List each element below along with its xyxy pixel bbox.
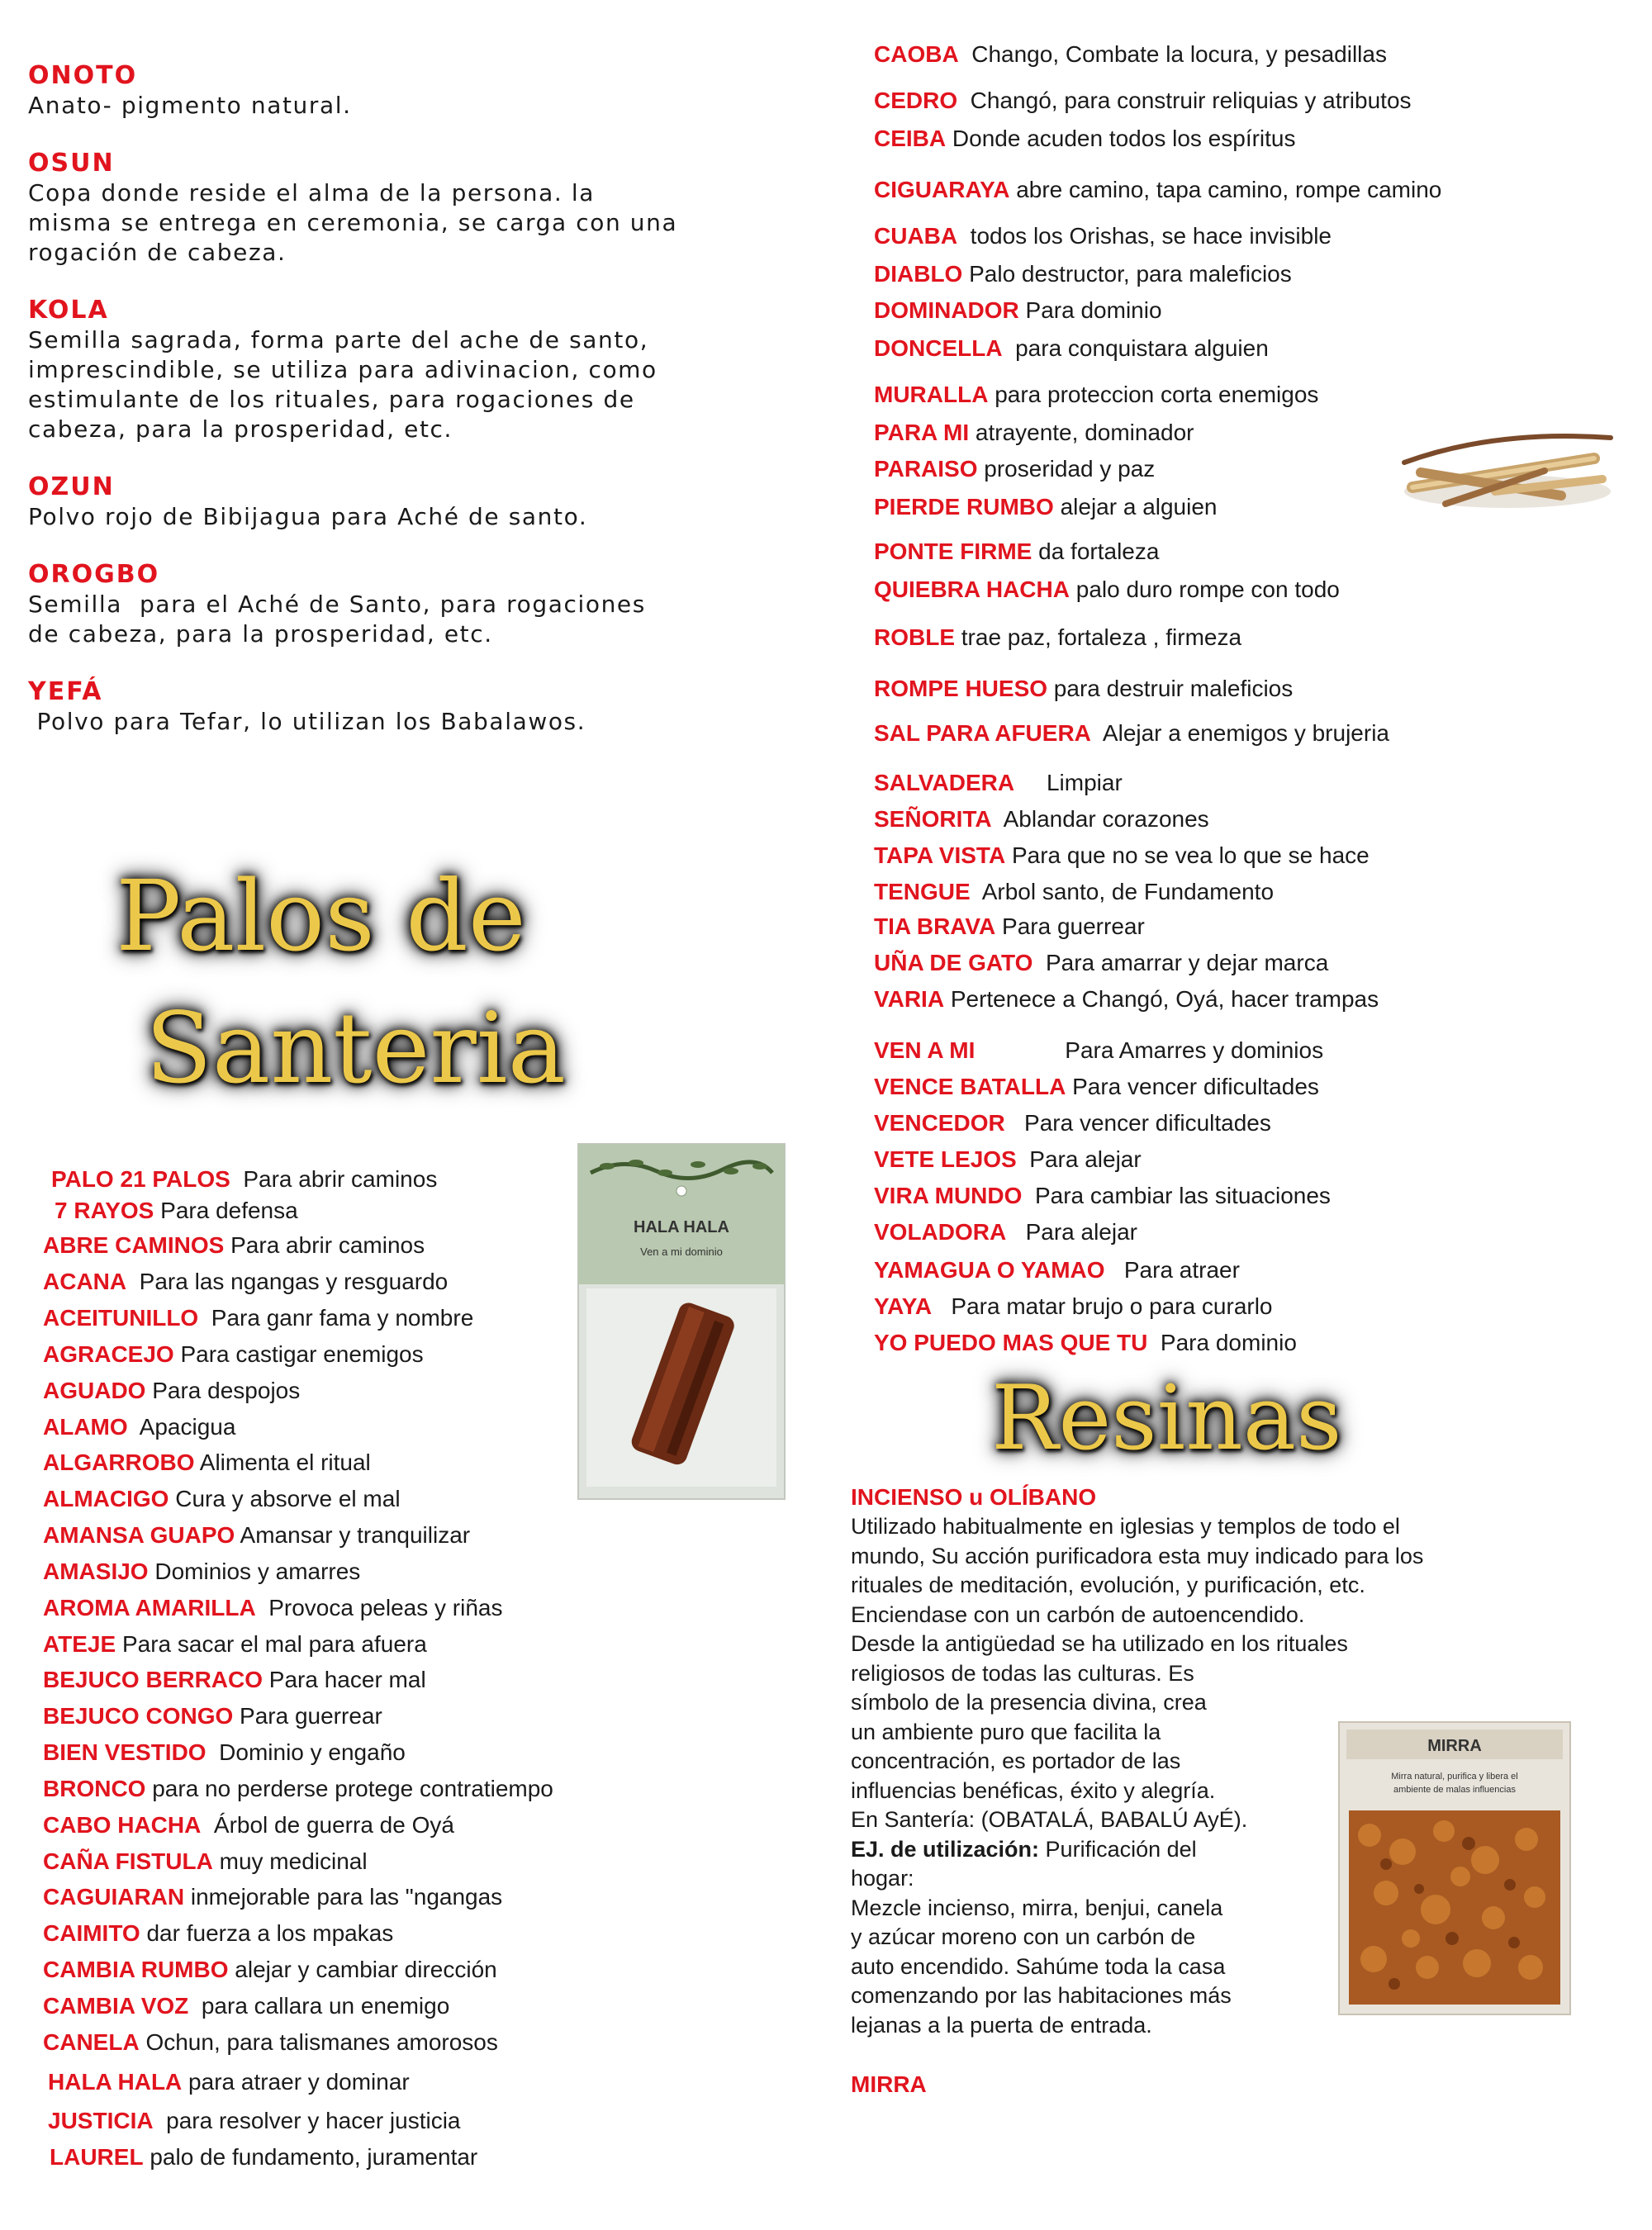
item-term: PARAISO <box>874 456 978 482</box>
item-term: BEJUCO CONGO <box>43 1703 234 1729</box>
text-line: lejanas a la puerta de entrada. <box>851 2012 1152 2038</box>
glossary-term: OROGBO <box>28 560 160 589</box>
item-description: para destruir maleficios <box>1047 676 1294 701</box>
item-term: VEN A MI <box>874 1037 976 1063</box>
list-item <box>874 1292 1273 1321</box>
item-term: ROMPE HUESO <box>874 676 1048 701</box>
item-description: dar fuerza a los mpakas <box>140 1920 394 1946</box>
item-description: Dominios y amarres <box>148 1559 361 1584</box>
text-line: concentración, es portador de las <box>851 1748 1181 1773</box>
item-term: CANELA <box>43 2029 140 2055</box>
list-item <box>43 1303 473 1333</box>
item-term: VOLADORA <box>874 1219 1007 1245</box>
item-description: Donde acuden todos los espíritus <box>946 126 1296 151</box>
list-item <box>43 1231 425 1260</box>
list-item <box>43 1448 371 1478</box>
item-description: Árbol de guerra de Oyá <box>201 1812 454 1838</box>
list-item <box>43 1630 427 1659</box>
item-description: abre camino, tapa camino, rompe camino <box>1009 177 1442 202</box>
list-item <box>874 674 1293 704</box>
list-item <box>43 1267 448 1297</box>
list-item <box>43 1991 449 2021</box>
item-description: Para alejar <box>1016 1146 1142 1172</box>
item-term: BIEN VESTIDO <box>43 1739 206 1765</box>
item-term: PONTE FIRME <box>874 539 1032 564</box>
item-description: Para guerrear <box>233 1703 382 1729</box>
item-term: BEJUCO BERRACO <box>43 1667 263 1692</box>
list-item <box>43 1376 300 1406</box>
item-term: AMANSA GUAPO <box>43 1522 235 1548</box>
item-term: ROBLE <box>874 624 955 650</box>
glossary-entry <box>28 61 771 121</box>
list-item <box>874 768 1123 798</box>
glossary-entry <box>28 677 771 737</box>
list-item <box>874 948 1328 978</box>
item-term: CIGUARAYA <box>874 177 1010 202</box>
item-description: palo de fundamento, juramentar <box>143 2144 478 2170</box>
item-description: Para amarrar y dejar marca <box>1032 950 1329 975</box>
item-description: para resolver y hacer justicia <box>153 2108 461 2133</box>
item-term: BRONCO <box>43 1776 146 1801</box>
item-term: CAMBIA VOZ <box>43 1993 189 2019</box>
item-description: Changó, para construir reliquias y atributos <box>957 88 1412 113</box>
item-description: para proteccion corta enemigos <box>988 382 1319 407</box>
list-item <box>43 1412 235 1442</box>
item-term: ACEITUNILLO <box>43 1305 199 1331</box>
glossary-term: KOLA <box>28 296 109 325</box>
item-description: Para despojos <box>145 1378 301 1403</box>
text-line: hogar: <box>851 1866 914 1891</box>
item-description: Para sacar el mal para afuera <box>116 1631 427 1657</box>
glossary-definition: Polvo para Tefar, lo utilizan los Babalawos. <box>28 708 586 735</box>
list-item <box>874 86 1412 116</box>
list-item <box>874 221 1332 251</box>
item-description: inmejorable para las "ngangas <box>184 1884 503 1910</box>
resinas-title: Resinas <box>991 1367 1342 1470</box>
item-description: Para dominio <box>1147 1330 1297 1355</box>
item-description: Alimenta el ritual <box>194 1450 371 1475</box>
list-item <box>43 2028 498 2057</box>
mirra-product-image <box>1336 1720 1573 2017</box>
item-description: todos los Orishas, se hace invisible <box>957 223 1332 249</box>
item-description: para no perderse protege contratiempo <box>145 1776 553 1801</box>
item-description: Cura y absorve el mal <box>169 1486 401 1511</box>
glossary-entry <box>28 472 771 532</box>
item-description: Para Amarres y dominios <box>975 1037 1324 1063</box>
list-item <box>43 1847 368 1877</box>
mirra-sublabel-2: ambiente de malas influencias <box>1393 1785 1516 1795</box>
list-item <box>874 804 1209 834</box>
item-description: Amansar y tranquilizar <box>235 1522 471 1548</box>
item-description: da fortaleza <box>1032 539 1160 564</box>
item-term: CAMBIA RUMBO <box>43 1957 229 1982</box>
item-term: ALAMO <box>43 1414 128 1440</box>
item-description: Limpiar <box>1014 770 1123 795</box>
item-term: PIERDE RUMBO <box>874 494 1054 520</box>
item-description: Arbol santo, de Fundamento <box>970 879 1275 904</box>
item-term: TAPA VISTA <box>874 842 1006 868</box>
item-description: Ablandar corazones <box>991 806 1209 832</box>
item-term: ALMACIGO <box>43 1486 169 1511</box>
incienso-term: INCIENSO u OLÍBANO <box>851 1484 1097 1510</box>
list-item <box>43 1593 502 1623</box>
item-term: AMASIJO <box>43 1559 149 1584</box>
text-line: En Santería: (OBATALÁ, BABALÚ AyÉ). <box>851 1807 1248 1832</box>
text-line: Mezcle incienso, mirra, benjui, canela <box>851 1895 1223 1920</box>
list-item <box>43 1521 470 1550</box>
item-term: VENCEDOR <box>874 1110 1005 1136</box>
glossary-definition: Anato- pigmento natural. <box>28 92 352 119</box>
item-term: ALGARROBO <box>43 1450 195 1475</box>
item-term: CEDRO <box>874 88 958 113</box>
list-item <box>874 380 1318 410</box>
glossary-definition: Copa donde reside el alma de la persona. la misma se entrega en ceremonia, se carga con una rogación de cabeza. <box>28 179 678 266</box>
list-item <box>43 1810 454 1840</box>
item-description: Para cambiar las situaciones <box>1022 1183 1331 1208</box>
list-item <box>874 1145 1142 1174</box>
list-item <box>874 575 1340 605</box>
item-term: AGRACEJO <box>43 1341 174 1367</box>
text-line: símbolo de la presencia divina, crea <box>851 1690 1207 1715</box>
palos-list-right <box>874 40 1617 1361</box>
item-description: atrayente, dominador <box>969 420 1194 445</box>
item-description: Para vencer dificultades <box>1066 1074 1319 1099</box>
item-term: CUABA <box>874 223 958 249</box>
item-term: CAOBA <box>874 41 959 67</box>
text-line: y azúcar moreno con un carbón de <box>851 1924 1196 1949</box>
item-term: JUSTICIA <box>48 2108 154 2133</box>
item-term: CABO HACHA <box>43 1812 202 1838</box>
list-item <box>48 2067 410 2097</box>
glossary-term: YEFÁ <box>28 677 103 706</box>
text-line: influencias benéficas, éxito y alegría. <box>851 1777 1216 1803</box>
list-item <box>874 296 1162 325</box>
hala-hala-label: HALA HALA <box>634 1218 729 1236</box>
item-description: Ochun, para talismanes amorosos <box>139 2029 498 2055</box>
item-term: YAYA <box>874 1293 933 1319</box>
list-item <box>874 912 1145 942</box>
item-description: Palo destructor, para maleficios <box>962 261 1292 287</box>
list-item <box>874 1108 1271 1138</box>
item-description: Apacigua <box>127 1414 236 1440</box>
list-item <box>874 334 1269 363</box>
list-item <box>874 124 1296 154</box>
item-description: Para guerrear <box>995 913 1145 939</box>
list-item <box>874 418 1194 448</box>
uso-text: Purificación del <box>1039 1836 1197 1862</box>
item-term: LAUREL <box>50 2144 144 2170</box>
list-item <box>43 1484 401 1514</box>
list-item <box>874 1181 1331 1211</box>
list-item <box>874 537 1159 567</box>
item-description: muy medicinal <box>212 1848 368 1874</box>
item-description: Dominio y engaño <box>206 1739 406 1765</box>
glossary <box>28 61 771 765</box>
item-term: TENGUE <box>874 879 971 904</box>
list-item <box>43 1557 360 1587</box>
list-item <box>43 1665 426 1695</box>
item-term: YAMAGUA O YAMAO <box>874 1257 1105 1283</box>
list-item <box>874 40 1387 69</box>
item-term: 7 RAYOS <box>55 1198 154 1223</box>
item-term: SEÑORITA <box>874 806 992 832</box>
item-term: AGUADO <box>43 1378 146 1403</box>
item-term: CAGUIARAN <box>43 1884 185 1910</box>
item-term: ACANA <box>43 1269 127 1294</box>
item-term: PALO 21 PALOS <box>51 1166 230 1192</box>
item-term: VIRA MUNDO <box>874 1183 1023 1208</box>
item-description: Provoca peleas y riñas <box>255 1595 503 1620</box>
item-term: VENCE BATALLA <box>874 1074 1066 1099</box>
glossary-entry <box>28 149 771 268</box>
item-term: HALA HALA <box>48 2069 183 2095</box>
item-term: SAL PARA AFUERA <box>874 720 1091 746</box>
item-term: SALVADERA <box>874 770 1015 795</box>
text-line: auto encendido. Sahúme toda la casa <box>851 1953 1226 1979</box>
list-item <box>50 2142 477 2172</box>
item-description: Para dominio <box>1018 297 1162 323</box>
glossary-entry <box>28 296 771 444</box>
item-term: ATEJE <box>43 1631 116 1657</box>
item-description: para conquistara alguien <box>1002 335 1269 361</box>
text-line: comenzando por las habitaciones más <box>851 1983 1232 2008</box>
list-item <box>43 1701 382 1731</box>
list-item <box>874 1255 1240 1285</box>
text-line: un ambiente puro que facilita la <box>851 1719 1161 1744</box>
item-term: PARA MI <box>874 420 970 445</box>
glossary-term: OZUN <box>28 472 115 501</box>
glossary-definition: Semilla para el Aché de Santo, para rogaciones de cabeza, para la prosperidad, etc. <box>28 591 646 648</box>
list-item <box>874 985 1379 1014</box>
item-description: para atraer y dominar <box>182 2069 410 2095</box>
sticks-image <box>1396 413 1619 520</box>
uso-label: EJ. de utilización: <box>851 1836 1040 1862</box>
item-description: Para castigar enemigos <box>173 1341 424 1367</box>
list-item <box>874 259 1292 289</box>
list-item <box>874 1036 1323 1065</box>
item-term: DIABLO <box>874 261 963 287</box>
item-description: trae paz, fortaleza , firmeza <box>955 624 1242 650</box>
item-description: Para abrir caminos <box>230 1166 438 1192</box>
text-line: Utilizado habitualmente en iglesias y templos de todo el <box>851 1514 1400 1539</box>
list-item <box>874 1072 1319 1102</box>
item-term: MURALLA <box>874 382 989 407</box>
text-line: religiosos de todas las culturas. Es <box>851 1660 1194 1686</box>
item-description: Para que no se vea lo que se hace <box>1005 842 1370 868</box>
glossary-definition: Semilla sagrada, forma parte del ache de santo, imprescindible, se utiliza para adivinacion, como estimulante de los rituales, para rogaciones de cabeza, para la prosperidad, etc. <box>28 326 657 443</box>
item-term: UÑA DE GATO <box>874 950 1033 975</box>
item-term: CAÑA FISTULA <box>43 1848 213 1874</box>
item-term: QUIEBRA HACHA <box>874 576 1070 602</box>
item-term: AROMA AMARILLA <box>43 1595 256 1620</box>
list-item <box>43 1919 393 1948</box>
item-description: Para abrir caminos <box>224 1232 425 1258</box>
item-term: DONCELLA <box>874 335 1003 361</box>
list-item <box>874 175 1441 205</box>
glossary-term: OSUN <box>28 149 115 178</box>
glossary-term: ONOTO <box>28 61 138 90</box>
item-description: Chango, Combate la locura, y pesadillas <box>958 41 1387 67</box>
mirra-term: MIRRA <box>851 2071 927 2097</box>
text-line: Enciendase con un carbón de autoencendido. <box>851 1601 1305 1627</box>
list-item <box>874 877 1274 907</box>
list-item <box>43 1774 553 1804</box>
palos-title-line1: Palos de <box>116 859 526 973</box>
item-description: Para vencer dificultades <box>1004 1110 1271 1136</box>
item-term: DOMINADOR <box>874 297 1019 323</box>
item-term: ABRE CAMINOS <box>43 1232 225 1258</box>
list-item <box>874 841 1370 871</box>
mirra-label: MIRRA <box>1427 1737 1482 1755</box>
list-item <box>51 1165 437 1194</box>
list-item <box>43 1882 502 1912</box>
list-item <box>43 1955 497 1985</box>
text-line: Desde la antigüedad se ha utilizado en los rituales <box>851 1631 1348 1656</box>
list-item <box>874 719 1389 748</box>
item-description: Para atraer <box>1104 1257 1240 1283</box>
text-line: mundo, Su acción purificadora esta muy indicado para los <box>851 1543 1424 1568</box>
list-item <box>874 1328 1297 1358</box>
list-item <box>874 492 1218 522</box>
item-description: Para alejar <box>1006 1219 1137 1245</box>
item-description: Pertenece a Changó, Oyá, hacer trampas <box>944 986 1379 1012</box>
item-description: Alejar a enemigos y brujeria <box>1090 720 1389 746</box>
item-description: Para defensa <box>154 1198 298 1223</box>
item-description: alejar a alguien <box>1053 494 1218 520</box>
hala-hala-sublabel: Ven a mi dominio <box>640 1245 723 1258</box>
item-term: YO PUEDO MAS QUE TU <box>874 1330 1148 1355</box>
item-term: CEIBA <box>874 126 947 151</box>
list-item <box>55 1196 298 1226</box>
item-term: VARIA <box>874 986 945 1012</box>
text-line: rituales de meditación, evolución, y purificación, etc. <box>851 1573 1365 1597</box>
palos-title-line2: Santeria <box>145 991 566 1105</box>
item-description: proseridad y paz <box>977 456 1156 482</box>
list-item <box>43 1340 424 1369</box>
glossary-definition: Polvo rojo de Bibijagua para Aché de santo. <box>28 503 588 530</box>
list-item <box>874 623 1241 652</box>
item-description: Para matar brujo o para curarlo <box>932 1293 1273 1319</box>
list-item <box>48 2106 461 2136</box>
item-term: CAIMITO <box>43 1920 140 1946</box>
item-description: para callara un enemigo <box>188 1993 450 2019</box>
hala-hala-product-image <box>574 1140 789 1503</box>
mirra-sublabel-1: Mirra natural, purifica y libera el <box>1391 1772 1518 1782</box>
glossary-entry <box>28 560 771 649</box>
item-description: Para las ngangas y resguardo <box>126 1269 449 1294</box>
item-term: VETE LEJOS <box>874 1146 1017 1172</box>
list-item <box>874 1217 1137 1247</box>
item-description: alejar y cambiar dirección <box>228 1957 497 1982</box>
item-term: TIA BRAVA <box>874 913 996 939</box>
item-description: Para hacer mal <box>263 1667 426 1692</box>
list-item <box>43 1738 406 1767</box>
item-description: Para ganr fama y nombre <box>198 1305 474 1331</box>
list-item <box>874 454 1155 484</box>
item-description: palo duro rompe con todo <box>1069 576 1340 602</box>
